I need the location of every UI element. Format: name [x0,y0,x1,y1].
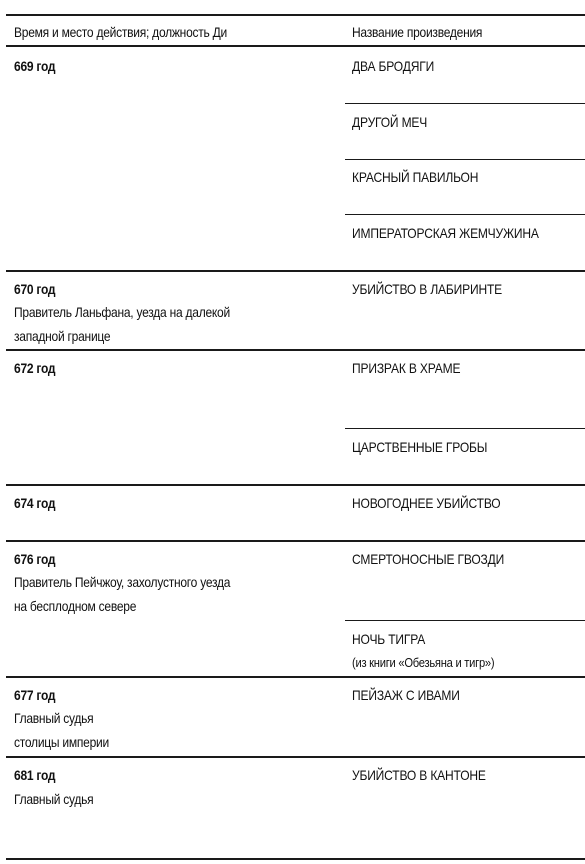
column-header-time-place: Время и место действия; должность Ди [14,24,227,40]
title-divider [345,159,585,160]
title-divider [345,214,585,215]
table-top-rule [6,14,585,16]
work-title: КРАСНЫЙ ПАВИЛЬОН [352,169,479,185]
work-note: (из книги «Обезьяна и тигр») [352,655,495,670]
row-year: 681 год [14,767,56,783]
row-year: 672 год [14,360,56,376]
row-rule [6,676,585,678]
row-rule [6,540,585,542]
row-rule [6,270,585,272]
row-year: 669 год [14,58,56,74]
work-title: СМЕРТОНОСНЫЕ ГВОЗДИ [352,551,505,567]
row-year: 674 год [14,495,56,511]
row-description: западной границе [14,328,111,344]
row-rule [6,349,585,351]
row-rule [6,756,585,758]
title-divider [345,103,585,104]
work-title: ДРУГОЙ МЕЧ [352,114,428,130]
work-title: УБИЙСТВО В КАНТОНЕ [352,767,486,783]
work-title: ПРИЗРАК В ХРАМЕ [352,360,461,376]
row-description: Главный судья [14,710,94,726]
table-bottom-rule [6,858,585,860]
row-description: столицы империи [14,734,109,750]
column-header-title: Название произведения [352,24,483,40]
row-year: 676 год [14,551,56,567]
work-title: НОЧЬ ТИГРА [352,631,426,647]
row-rule [6,484,585,486]
row-description: Правитель Пейчжоу, захолустного уезда [14,574,231,590]
row-description: на бесплодном севере [14,598,137,614]
row-year: 670 год [14,281,56,297]
header-rule [6,45,585,47]
title-divider [345,620,585,621]
work-title: ЦАРСТВЕННЫЕ ГРОБЫ [352,439,488,455]
row-year: 677 год [14,687,56,703]
work-title: ДВА БРОДЯГИ [352,58,435,74]
row-description: Главный судья [14,791,94,807]
work-title: ПЕЙЗАЖ С ИВАМИ [352,687,460,703]
row-description: Правитель Ланьфана, уезда на далекой [14,304,230,320]
title-divider [345,428,585,429]
work-title: НОВОГОДНЕЕ УБИЙСТВО [352,495,501,511]
work-title: ИМПЕРАТОРСКАЯ ЖЕМЧУЖИНА [352,225,539,241]
work-title: УБИЙСТВО В ЛАБИРИНТЕ [352,281,503,297]
